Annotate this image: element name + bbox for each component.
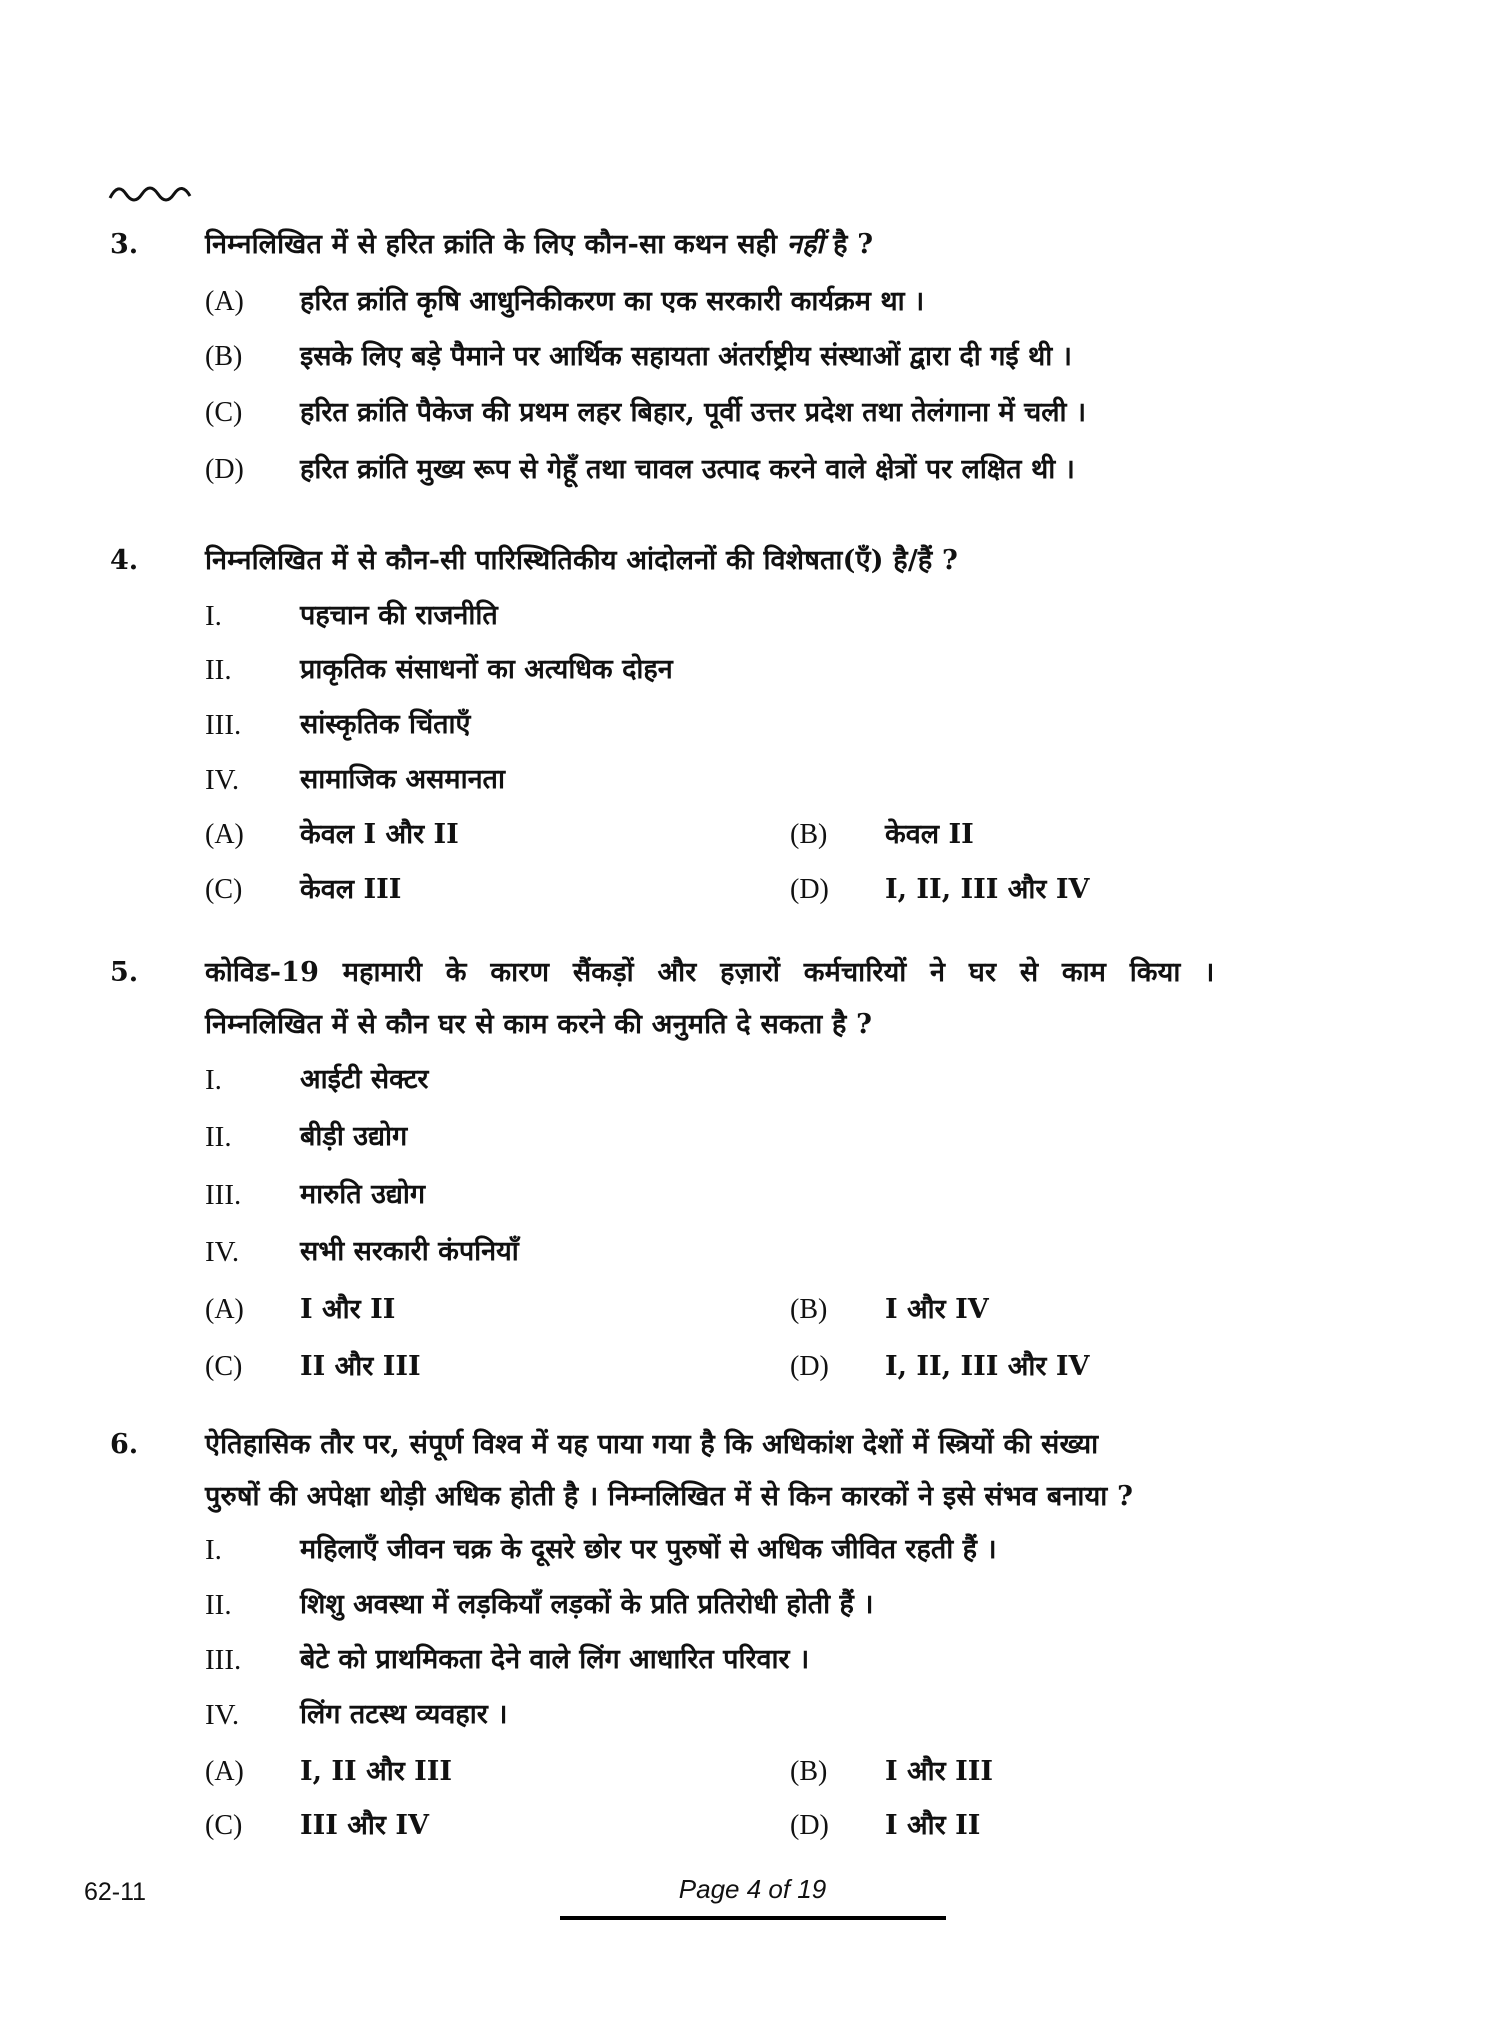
option-text: II और III [300, 1351, 421, 1382]
statement-text: लिंग तटस्थ व्यवहार । [300, 1699, 508, 1730]
option-text: हरित क्रांति पैकेज की प्रथम लहर बिहार, पूर्वी उत्तर प्रदेश तथा तेलंगाना में चली । [300, 397, 1087, 428]
option-label: (C) [205, 874, 243, 905]
statement-text: सभी सरकारी कंपनियाँ [300, 1236, 519, 1267]
statement-iv [0, 760, 1505, 804]
question-text-line-2: निम्नलिखित में से कौन घर से काम करने की अनुमति दे सकता है ? [205, 1009, 873, 1040]
option-row-cd [0, 1806, 1505, 1850]
option-label: (B) [790, 1294, 828, 1325]
statement-ii [0, 1585, 1505, 1629]
statement-text: आईटी सेक्टर [300, 1064, 429, 1095]
option-text: हरित क्रांति कृषि आधुनिकीकरण का एक सरकारी कार्यक्रम था । [300, 286, 925, 317]
option-label: (D) [790, 874, 829, 905]
footer-divider [560, 1916, 946, 1920]
statement-label: IV. [205, 1699, 240, 1731]
option-text: इसके लिए बड़े पैमाने पर आर्थिक सहायता अंतर्राष्ट्रीय संस्थाओं द्वारा दी गई थी । [300, 341, 1072, 372]
option-label: (A) [205, 819, 244, 850]
question-number: 5. [110, 957, 139, 988]
option-b[interactable] [0, 337, 1505, 381]
option-row-cd [0, 870, 1505, 914]
statement-ii [0, 650, 1505, 694]
question-number: 4. [110, 545, 139, 576]
statement-text: सांस्कृतिक चिंताएँ [300, 709, 471, 740]
statement-iv [0, 1695, 1505, 1739]
option-text: केवल I और II [300, 819, 459, 850]
statement-label: IV. [205, 1236, 240, 1268]
question-text-line-1: ऐतिहासिक तौर पर, संपूर्ण विश्व में यह पाया गया है कि अधिकांश देशों में स्त्रियों की संख्या [205, 1429, 1099, 1460]
statement-text: सामाजिक असमानता [300, 764, 505, 795]
statement-label: III. [205, 1644, 242, 1676]
option-label: (C) [205, 1351, 243, 1382]
option-text: I और II [300, 1294, 396, 1325]
statement-text: मारुति उद्योग [300, 1179, 426, 1210]
option-label: (A) [205, 1294, 244, 1325]
option-text: I और II [885, 1810, 981, 1841]
question-text-part: है ? [823, 229, 874, 260]
option-row-ab [0, 1290, 1505, 1334]
statement-iii [0, 705, 1505, 749]
statement-label: II. [205, 1589, 232, 1621]
question-text: निम्नलिखित में से कौन-सी पारिस्थितिकीय आंदोलनों की विशेषता(एँ) है/हैं ? [205, 545, 959, 576]
statement-text: शिशु अवस्था में लड़कियाँ लड़कों के प्रति प्रतिरोधी होती हैं । [300, 1589, 874, 1620]
paper-code: 62-11 [84, 1878, 147, 1906]
option-label: (A) [205, 286, 244, 317]
option-d[interactable] [0, 450, 1505, 494]
option-label: (B) [205, 341, 243, 372]
statement-ii [0, 1117, 1505, 1161]
option-c[interactable] [0, 393, 1505, 437]
statement-text: बीड़ी उद्योग [300, 1121, 408, 1152]
option-a[interactable] [0, 282, 1505, 326]
statement-i [0, 1060, 1505, 1104]
statement-label: I. [205, 1064, 222, 1096]
question-number: 6. [110, 1429, 139, 1460]
statement-label: III. [205, 709, 242, 741]
option-text: I, II और III [300, 1756, 453, 1787]
option-text: I और IV [885, 1294, 989, 1325]
option-text: हरित क्रांति मुख्य रूप से गेहूँ तथा चावल उत्पाद करने वाले क्षेत्रों पर लक्षित थी । [300, 454, 1075, 485]
statement-iii [0, 1640, 1505, 1684]
option-label: (D) [790, 1810, 829, 1841]
option-label: (C) [205, 1810, 243, 1841]
option-label: (D) [205, 454, 244, 485]
option-label: (A) [205, 1756, 244, 1787]
option-label: (B) [790, 1756, 828, 1787]
statement-iv [0, 1232, 1505, 1276]
option-row-cd [0, 1347, 1505, 1391]
question-text [205, 225, 1355, 265]
question-number: 3. [110, 229, 139, 260]
question-emphasis: नहीं [786, 229, 824, 260]
statement-text: महिलाएँ जीवन चक्र के दूसरे छोर पर पुरुषों से अधिक जीवित रहती हैं । [300, 1534, 997, 1565]
option-text: I, II, III और IV [885, 1351, 1090, 1382]
option-text: I और III [885, 1756, 993, 1787]
statement-label: III. [205, 1179, 242, 1211]
statement-label: II. [205, 654, 232, 686]
option-text: केवल II [885, 819, 974, 850]
option-label: (B) [790, 819, 828, 850]
question-text-line-2: पुरुषों की अपेक्षा थोड़ी अधिक होती है । निम्नलिखित में से किन कारकों ने इसे संभव बनाया ? [205, 1481, 1134, 1512]
statement-iii [0, 1175, 1505, 1219]
wavy-line-icon [108, 178, 228, 208]
statement-text: बेटे को प्राथमिकता देने वाले लिंग आधारित परिवार । [300, 1644, 810, 1675]
page-number: Page 4 of 19 [678, 1874, 827, 1904]
option-row-ab [0, 815, 1505, 859]
option-text: III और IV [300, 1810, 429, 1841]
statement-text: प्राकृतिक संसाधनों का अत्यधिक दोहन [300, 654, 673, 685]
option-label: (C) [205, 397, 243, 428]
statement-label: I. [205, 1534, 222, 1566]
statement-label: IV. [205, 764, 240, 796]
option-label: (D) [790, 1351, 829, 1382]
option-text: I, II, III और IV [885, 874, 1090, 905]
option-row-ab [0, 1752, 1505, 1796]
statement-i [0, 1530, 1505, 1574]
statement-i [0, 596, 1505, 640]
statement-label: I. [205, 600, 222, 632]
question-text-line-1: कोविड-19 महामारी के कारण सैंकड़ों और हज़ारों कर्मचारियों ने घर से काम किया । [205, 957, 1215, 988]
option-text: केवल III [300, 874, 402, 905]
statement-label: II. [205, 1121, 232, 1153]
statement-text: पहचान की राजनीति [300, 600, 498, 631]
question-text-part: निम्नलिखित में से हरित क्रांति के लिए कौन-सा कथन सही [205, 229, 787, 260]
